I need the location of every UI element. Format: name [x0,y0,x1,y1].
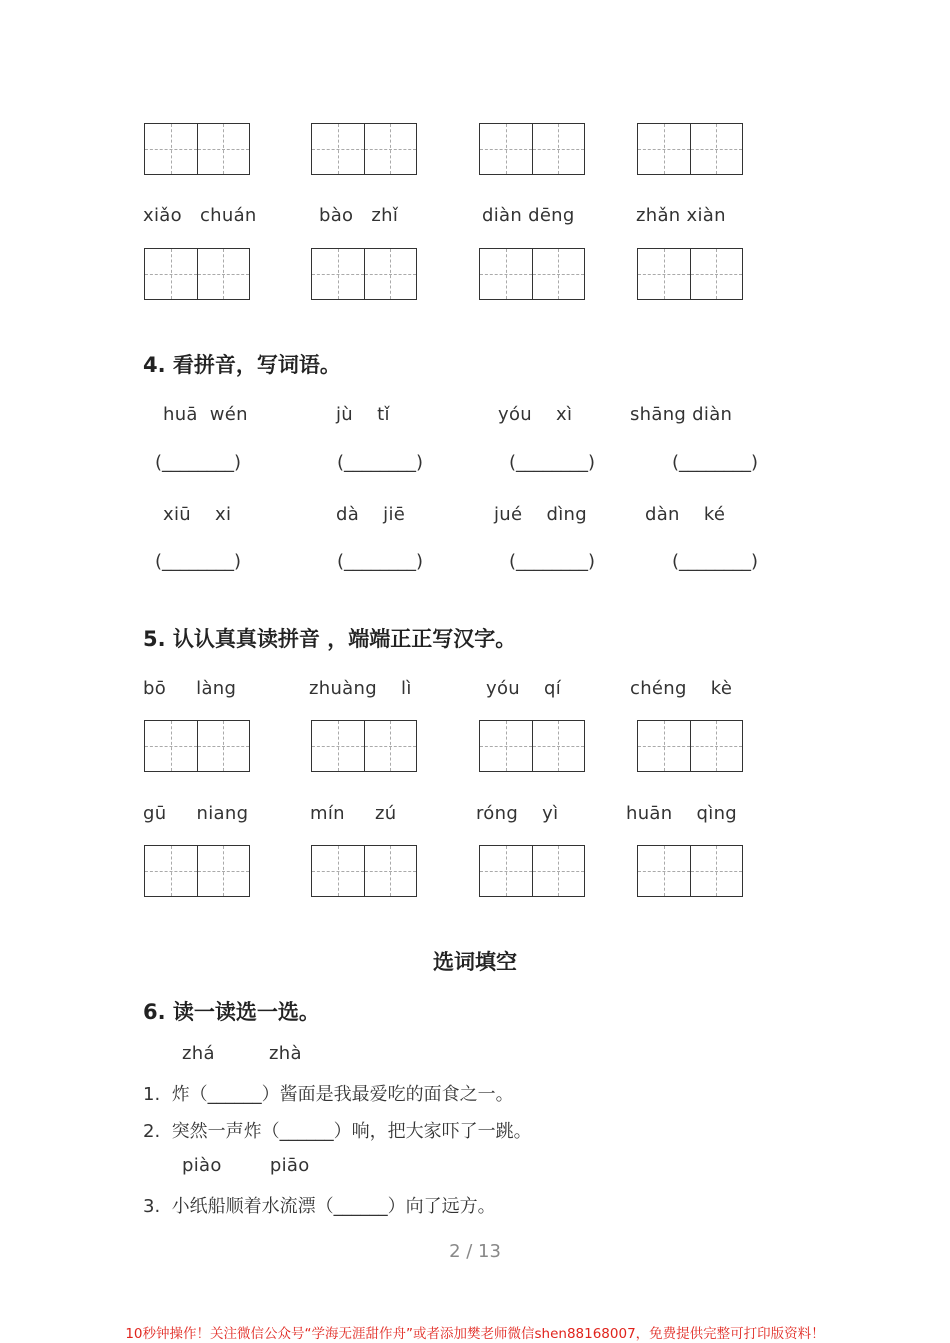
pinyin-label: xiǎo chuán [143,205,257,226]
writing-grid[interactable] [479,123,585,175]
answer-blank[interactable]: (________) [337,551,424,572]
writing-grid[interactable] [637,123,743,175]
section-4-title: 4. 看拼音，写词语。 [143,353,341,377]
pinyin-label: jù tǐ [336,404,390,425]
writing-grid[interactable] [144,720,250,772]
pinyin-label: yóu qí [486,678,562,699]
writing-grid[interactable] [144,248,250,300]
pinyin-label: xiū xi [163,504,232,525]
section-5-title: 5. 认认真真读拼音 ，端端正正写汉字。 [143,627,517,651]
writing-grid[interactable] [144,845,250,897]
pinyin-label: zhuàng lì [309,678,412,699]
writing-grid[interactable] [311,845,417,897]
pinyin-label: diàn dēng [482,205,575,226]
pinyin-label: bō làng [143,678,237,699]
answer-blank[interactable]: (________) [155,452,242,473]
writing-grid[interactable] [479,248,585,300]
writing-grid[interactable] [144,123,250,175]
pinyin-label: dàn ké [645,504,726,525]
writing-grid[interactable] [311,123,417,175]
footer-note: 10秒钟操作！关注微信公众号“学海无涯甜作舟”或者添加樊老师微信shen88168007，免费提供完整可打印版资料！ [125,1326,825,1342]
pinyin-label: mín zú [310,803,397,824]
writing-grid[interactable] [637,845,743,897]
answer-blank[interactable]: (________) [672,452,759,473]
pinyin-label: jué dìng [494,504,587,525]
writing-grid[interactable] [637,720,743,772]
question-sentence[interactable]: 2. 突然一声炸（______）响，把大家吓了一跳。 [143,1121,532,1142]
writing-grid[interactable] [479,720,585,772]
fill-words-heading: 选词填空 [433,950,517,974]
pinyin-label: zhǎn xiàn [636,205,726,226]
pinyin-label: bào zhǐ [319,205,399,226]
question-sentence[interactable]: 3. 小纸船顺着水流漂（______）向了远方。 [143,1196,496,1217]
writing-grid[interactable] [311,248,417,300]
pinyin-options: zhá zhà [182,1043,302,1064]
pinyin-label: huā wén [163,404,248,425]
pinyin-label: huān qìng [626,803,738,824]
writing-grid[interactable] [311,720,417,772]
pinyin-label: róng yì [476,803,559,824]
question-sentence[interactable]: 1. 炸（______）酱面是我最爱吃的面食之一。 [143,1084,514,1105]
pinyin-label: shāng diàn [630,404,733,425]
answer-blank[interactable]: (________) [509,551,596,572]
pinyin-label: chéng kè [630,678,733,699]
pinyin-label: gū niang [143,803,249,824]
pinyin-label: dà jiē [336,504,406,525]
writing-grid[interactable] [479,845,585,897]
answer-blank[interactable]: (________) [672,551,759,572]
page-number: 2 / 13 [449,1241,501,1262]
answer-blank[interactable]: (________) [337,452,424,473]
answer-blank[interactable]: (________) [509,452,596,473]
pinyin-label: yóu xì [498,404,573,425]
writing-grid[interactable] [637,248,743,300]
section-6-title: 6. 读一读选一选。 [143,1000,320,1024]
answer-blank[interactable]: (________) [155,551,242,572]
pinyin-options: piào piāo [182,1155,310,1176]
